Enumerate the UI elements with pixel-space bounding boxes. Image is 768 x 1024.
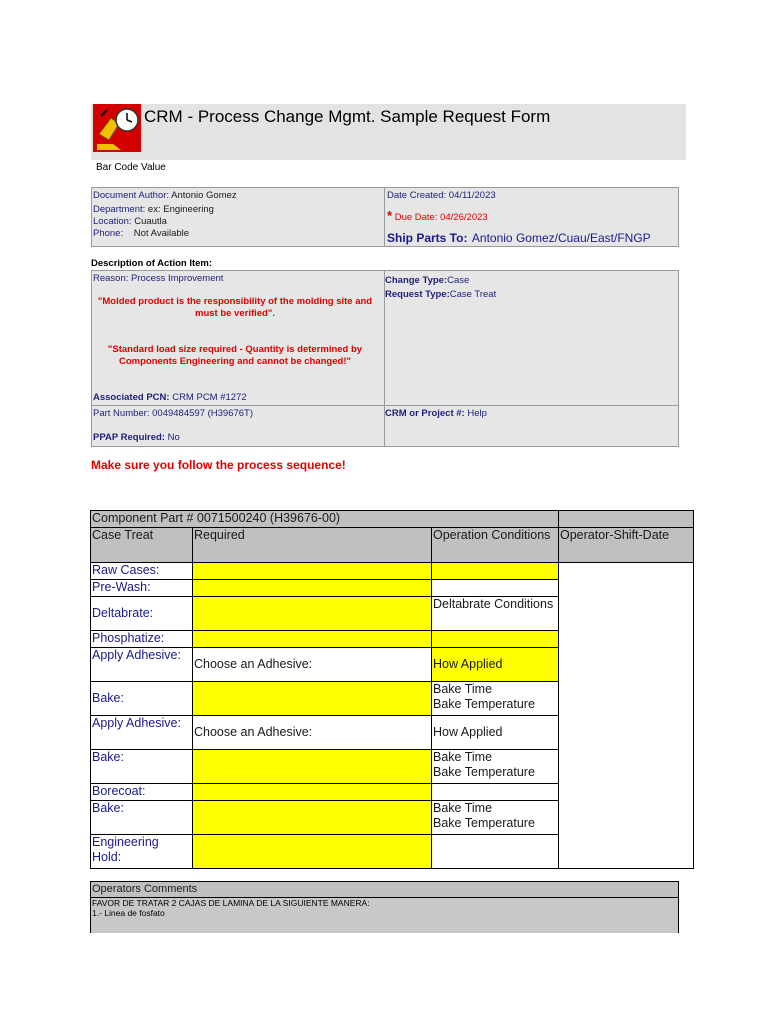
due-date-value: 04/26/2023 [440, 212, 488, 223]
required-field[interactable] [193, 801, 432, 835]
required-field[interactable] [193, 750, 432, 784]
phone-value: Not Available [133, 228, 190, 239]
ppap-label: PPAP Required: [93, 432, 165, 443]
step-label: Pre-Wash: [91, 580, 193, 597]
part-number-row [93, 408, 253, 419]
ship-to-row [387, 229, 651, 247]
operators-comments-field[interactable] [90, 898, 679, 933]
part-number-label: Part Number: [93, 408, 150, 419]
department-label: Department: [93, 204, 146, 215]
author-label: Document Author: [93, 190, 170, 201]
condition-field[interactable] [432, 784, 559, 801]
crm-project-label: CRM or Project #: [385, 408, 465, 419]
adhesive-select[interactable]: Choose an Adhesive: [193, 716, 432, 750]
operator-shift-date-field[interactable] [559, 563, 694, 869]
component-title: Component Part # 0071500240 (H39676-00) [91, 511, 559, 528]
change-type-label: Change Type: [385, 275, 448, 286]
bake-conditions-field[interactable]: Bake Time Bake Temperature [432, 682, 559, 716]
step-label: Engineering Hold: [91, 835, 193, 869]
condition-field[interactable] [432, 580, 559, 597]
location-label: Location: [93, 216, 132, 227]
reason-label: Reason: [93, 273, 129, 284]
date-created-label: Date Created: [387, 190, 447, 201]
author-row [93, 190, 237, 201]
pcn-row [93, 392, 247, 403]
how-applied-field[interactable]: How Applied [432, 648, 559, 682]
ppap-value: No [167, 432, 180, 443]
comment-line: FAVOR DE TRATAR 2 CAJAS DE LAMINA DE LA SIGUIENTE MANERA: [92, 898, 370, 908]
condition-field[interactable] [432, 563, 559, 580]
request-type-label: Request Type: [385, 289, 450, 300]
due-date-label: Due Date: [394, 212, 438, 223]
required-field[interactable] [193, 597, 432, 631]
required-star-icon: * [387, 208, 393, 223]
pcn-value: CRM PCM #1272 [172, 392, 247, 403]
bake-conditions-field[interactable]: Bake Time Bake Temperature [432, 750, 559, 784]
page-title: CRM - Process Change Mgmt. Sample Request Form [144, 107, 551, 126]
reason-row [93, 273, 223, 284]
due-date-row [387, 208, 488, 223]
reason-value: Process Improvement [131, 273, 224, 284]
description-label: Description of Action Item: [91, 258, 213, 269]
component-table [90, 510, 694, 869]
date-created-row [387, 190, 496, 201]
load-size-note: "Standard load size required - Quantity is determined by Components Engineering and cannot be changed!" [107, 344, 363, 367]
phone-label: Phone: [93, 228, 124, 239]
required-field[interactable] [193, 682, 432, 716]
department-row [93, 204, 214, 215]
ppap-row [93, 432, 180, 443]
process-sequence-warning: Make sure you follow the process sequence! [91, 458, 346, 472]
ship-to-label: Ship Parts To: [387, 231, 468, 245]
required-field[interactable] [193, 580, 432, 597]
col-header-operator-shift-date: Operator-Shift-Date [559, 528, 694, 563]
step-label: Phosphatize: [91, 631, 193, 648]
bake-conditions-field[interactable]: Bake Time Bake Temperature [432, 801, 559, 835]
how-applied-field[interactable]: How Applied [432, 716, 559, 750]
required-field[interactable] [193, 631, 432, 648]
date-created-value: 04/11/2023 [448, 190, 496, 201]
col-header-case-treat: Case Treat [91, 528, 193, 563]
department-value: ex: Engineering [147, 204, 214, 215]
location-row [93, 216, 167, 227]
crm-project-value: Help [467, 408, 487, 419]
step-label: Raw Cases: [91, 563, 193, 580]
divider [384, 187, 385, 247]
molded-product-note: "Molded product is the responsibility of the molding site and must be verified". [97, 296, 373, 319]
part-number-value: 0049484597 (H39676T) [152, 408, 254, 419]
request-type-value: Case Treat [449, 289, 497, 300]
component-title-empty [559, 511, 694, 528]
step-label: Bake: [91, 682, 193, 716]
request-type-row [385, 289, 496, 300]
adhesive-select[interactable]: Choose an Adhesive: [193, 648, 432, 682]
phone-row [93, 228, 189, 239]
required-field[interactable] [193, 563, 432, 580]
step-label: Borecoat: [91, 784, 193, 801]
col-header-required: Required [193, 528, 432, 563]
operators-comments-header: Operators Comments [90, 881, 679, 898]
phone-clock-logo-icon [93, 104, 141, 152]
required-field[interactable] [193, 835, 432, 869]
divider [91, 405, 679, 406]
step-label: Bake: [91, 750, 193, 784]
change-type-row [385, 275, 469, 286]
step-label: Apply Adhesive: [91, 716, 193, 750]
ship-to-value: Antonio Gomez/Cuau/East/FNGP [471, 231, 651, 245]
condition-field[interactable]: Deltabrate Conditions [432, 597, 559, 631]
comment-line: 1.- Linea de fosfato [92, 908, 165, 918]
step-label: Deltabrate: [91, 597, 193, 631]
step-label: Bake: [91, 801, 193, 835]
condition-field[interactable] [432, 835, 559, 869]
required-field[interactable] [193, 784, 432, 801]
location-value: Cuautla [134, 216, 167, 227]
bar-code-label: Bar Code Value [96, 162, 166, 173]
step-label: Apply Adhesive: [91, 648, 193, 682]
pcn-label: Associated PCN: [93, 392, 170, 403]
author-value: Antonio Gomez [171, 190, 237, 201]
change-type-value: Case [447, 275, 470, 286]
col-header-operation-conditions: Operation Conditions [432, 528, 559, 563]
crm-project-row [385, 408, 487, 419]
condition-field[interactable] [432, 631, 559, 648]
